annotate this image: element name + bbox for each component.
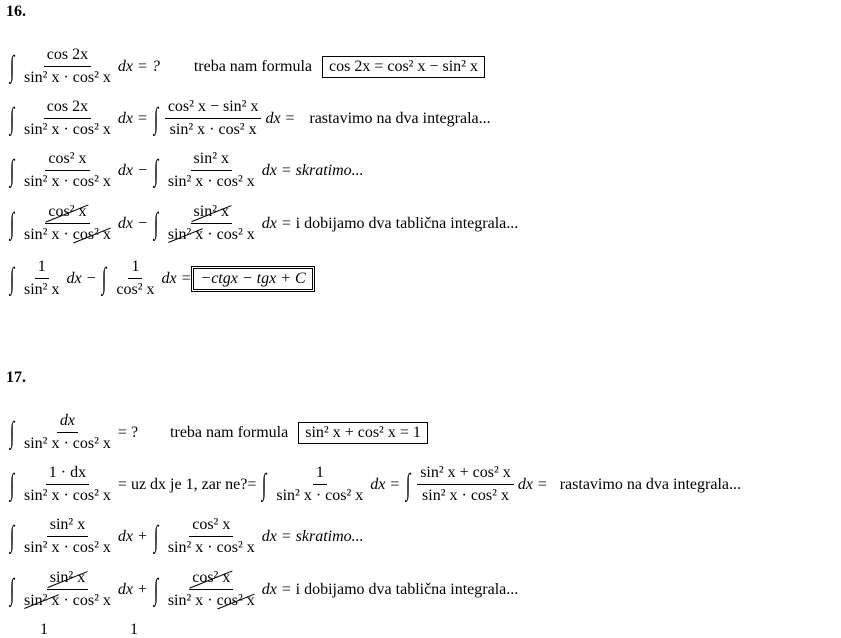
note-text: treba nam formula bbox=[193, 57, 312, 75]
integral-sign: ∫ bbox=[9, 49, 15, 83]
formula-box: cos 2x = cos² x − sin² x bbox=[322, 56, 485, 78]
integral-sign: ∫ bbox=[9, 101, 15, 135]
fraction: $\frac{\text{cos² x}}{\text{sin² x · cos² x}}$ bbox=[167, 516, 255, 557]
fraction: $\frac{1}{\text{sin² x}}$ bbox=[24, 258, 60, 299]
expression: dx = bbox=[261, 161, 292, 179]
fraction: $\frac{\text{sin² x + cos² x}}{\text{sin² x · cos² x}}$ bbox=[417, 464, 514, 506]
fraction: $\frac{\cos 2x}{\text{sin² x · cos² x}}$ bbox=[24, 46, 111, 87]
equation-line bbox=[6, 203, 520, 245]
expression: dx − bbox=[66, 269, 97, 287]
expression: dx = bbox=[370, 475, 401, 493]
fraction: $\frac{\cos 2x}{\text{sin² x · cos² x}}$ bbox=[24, 98, 111, 139]
integral-sign: ∫ bbox=[9, 415, 15, 449]
fraction: $\frac{\text{sin² x}}{\text{sin² x · cos² x}}$ bbox=[24, 516, 111, 557]
equation-line bbox=[6, 516, 366, 558]
equation-line bbox=[6, 569, 520, 611]
note-text: treba nam formula bbox=[170, 423, 289, 441]
result-box: −ctgx − tgx + C bbox=[193, 268, 312, 290]
fraction: $\frac{1}{\text{sin² x · cos² x}}$ bbox=[276, 464, 364, 505]
fraction: $\frac{\text{cos² x − sin² x}}{\text{sin² x · cos² x}}$ bbox=[165, 98, 262, 140]
equation-line bbox=[6, 464, 743, 506]
expression: dx − bbox=[117, 161, 148, 179]
note-text: rastavimo na dva integrala... bbox=[309, 109, 491, 127]
integral-sign: ∫ bbox=[153, 101, 159, 135]
integral-sign: ∫ bbox=[262, 467, 267, 501]
expression: dx + bbox=[117, 527, 148, 545]
expression: dx = ? bbox=[117, 57, 160, 75]
integral-sign: ∫ bbox=[9, 467, 15, 501]
expression: dx = bbox=[161, 269, 192, 287]
equation-line bbox=[6, 150, 366, 192]
integral-sign: ∫ bbox=[153, 206, 159, 240]
integral-sign: ∫ bbox=[9, 206, 15, 240]
expression: dx = bbox=[261, 214, 292, 232]
fraction: $\frac{dx}{\text{sin² x · cos² x}}$ bbox=[24, 412, 111, 453]
integral-sign: ∫ bbox=[9, 153, 15, 187]
note-text: i dobijamo dva tablična integrala... bbox=[295, 580, 519, 598]
expression: dx = bbox=[265, 109, 296, 127]
fraction: $\frac{\text{sin² x}}{\text{sin² x · cos² x}}$ bbox=[24, 569, 111, 610]
fraction: $\frac{\text{sin² x}}{\text{sin² x · cos² x}}$ bbox=[167, 203, 255, 244]
fraction: $\frac{\text{cos² x}}{\text{sin² x · cos² x}}$ bbox=[24, 150, 111, 191]
fraction: $\frac{\text{sin² x}}{\text{sin² x · cos² x}}$ bbox=[167, 150, 255, 191]
fraction: $\frac{\text{cos² x}}{\text{sin² x · cos² x}}$ bbox=[24, 203, 111, 244]
integral-sign: ∫ bbox=[102, 261, 107, 295]
integral-sign: ∫ bbox=[9, 572, 15, 606]
expression: dx = bbox=[517, 475, 548, 493]
problem-number: 16. bbox=[6, 3, 26, 20]
expression: dx − bbox=[117, 214, 148, 232]
fraction-numerator: 1 bbox=[130, 621, 138, 638]
fraction-numerator: 1 bbox=[40, 621, 48, 638]
integral-sign: ∫ bbox=[9, 519, 15, 553]
integral-sign: ∫ bbox=[153, 519, 159, 553]
expression: dx = bbox=[261, 527, 292, 545]
equation-line bbox=[6, 98, 493, 140]
fraction: $\frac{\text{cos² x}}{\text{sin² x · cos² x}}$ bbox=[167, 569, 255, 610]
problem-number: 17. bbox=[6, 369, 26, 386]
equation-line bbox=[6, 412, 428, 454]
integral-sign: ∫ bbox=[153, 153, 159, 187]
note-text: skratimo... bbox=[295, 161, 364, 179]
equation-line bbox=[6, 46, 485, 88]
expression: = ? bbox=[117, 423, 139, 441]
expression: dx + bbox=[117, 580, 148, 598]
note-text: rastavimo na dva integrala... bbox=[559, 475, 741, 493]
note-text: i dobijamo dva tablična integrala... bbox=[295, 214, 519, 232]
integral-sign: ∫ bbox=[9, 261, 15, 295]
integral-sign: ∫ bbox=[405, 467, 411, 501]
integral-sign: ∫ bbox=[153, 572, 159, 606]
expression: = uz dx je 1, zar ne?= bbox=[117, 475, 257, 493]
expression: dx = bbox=[261, 580, 292, 598]
fraction: $\frac{1}{\text{cos² x}}$ bbox=[116, 258, 155, 299]
expression: dx = bbox=[117, 109, 148, 127]
equation-line bbox=[6, 258, 313, 300]
formula-box: sin² x + cos² x = 1 bbox=[298, 422, 428, 444]
fraction: $\frac{1 \cdot dx}{\text{sin² x · cos² x}}$ bbox=[24, 464, 111, 505]
note-text: skratimo... bbox=[295, 527, 364, 545]
